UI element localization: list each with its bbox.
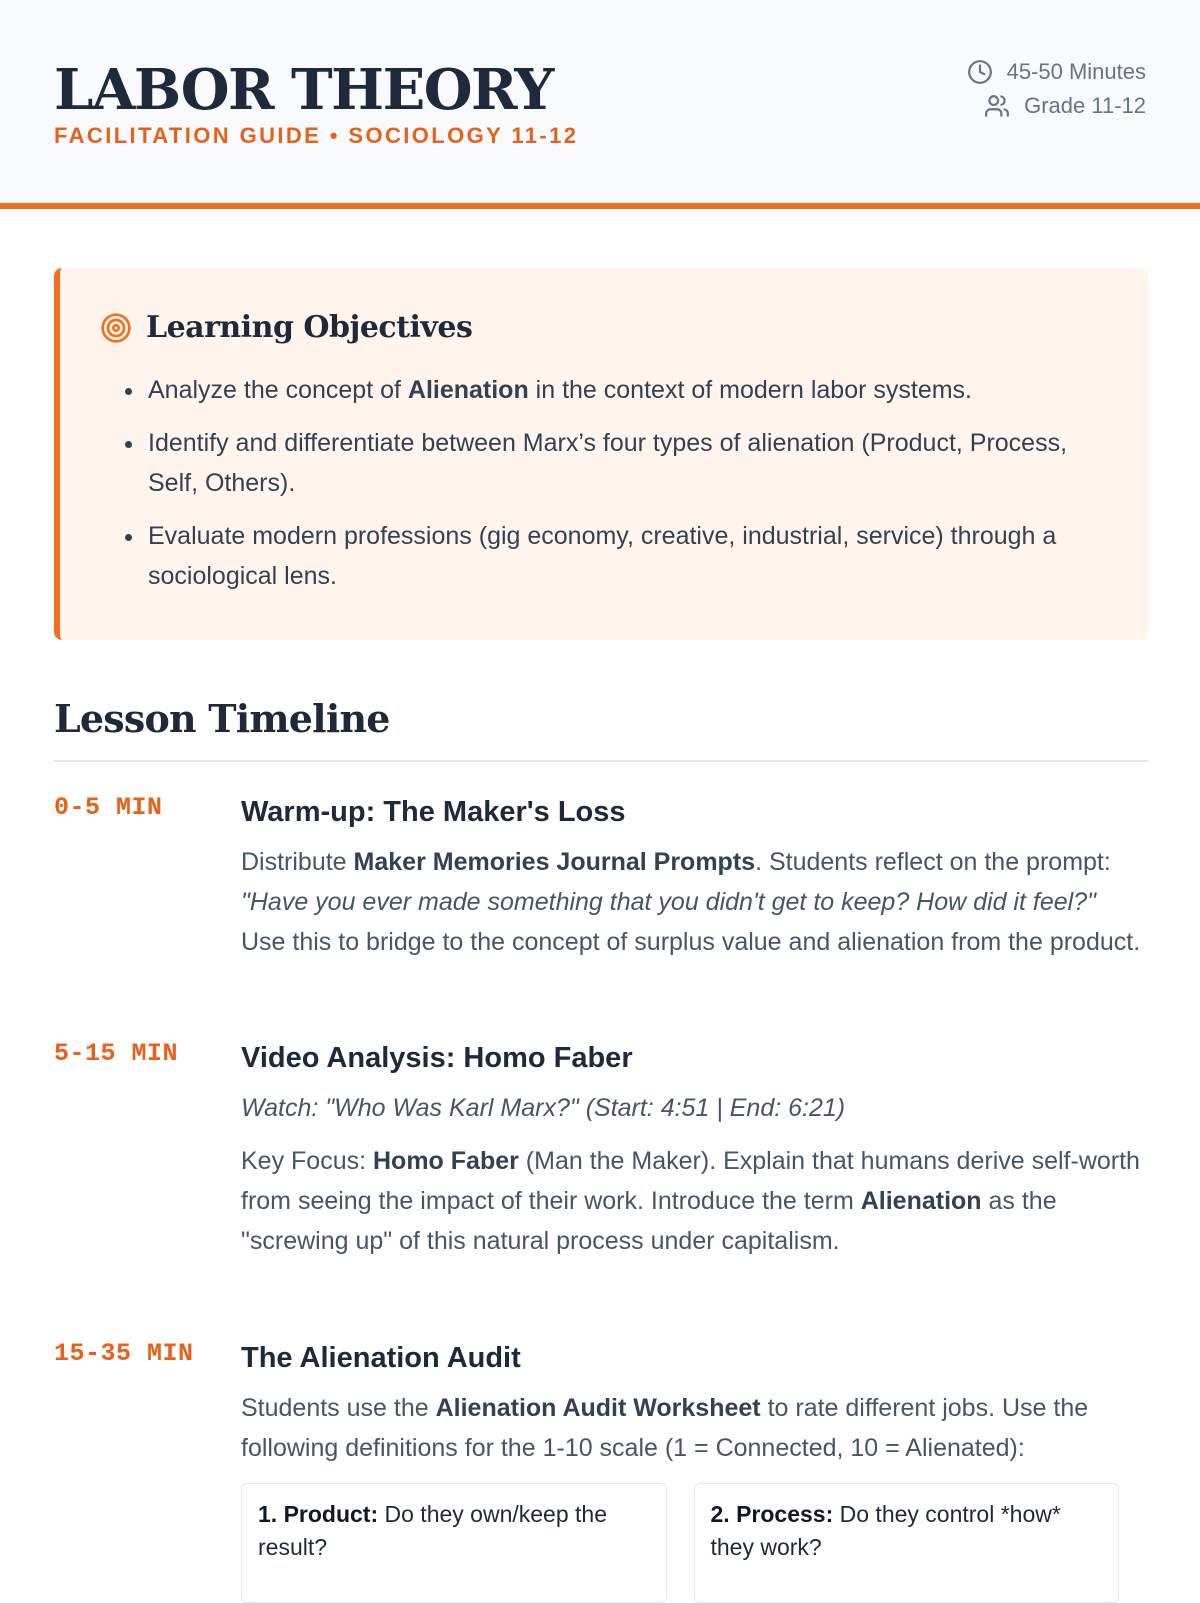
objective-item: • Analyze the concept of Alienation in the context of modern labor systems. bbox=[146, 370, 1106, 410]
grade-row bbox=[967, 89, 1146, 123]
clock-icon bbox=[967, 59, 993, 85]
lesson-meta bbox=[967, 55, 1146, 123]
duration-row bbox=[967, 55, 1146, 89]
video-watch-note: Watch: "Who Was Karl Marx?" (Start: 4:51 | End: 6:21) bbox=[241, 1094, 846, 1122]
timeline-block-3 bbox=[241, 1340, 1146, 1603]
objective-item: • Evaluate modern professions (gig economy, creative, industrial, service) through a sociological lens. bbox=[146, 516, 1106, 596]
objective-item: • Identify and differentiate between Marx’s four types of alienation (Product, Process, Self, Others). bbox=[146, 423, 1106, 503]
duration-text: 45-50 Minutes bbox=[1006, 59, 1146, 84]
timeline-block-text: Students use the Alienation Audit Worksheet to rate different jobs. Use the following definitions for the 1-10 scale (1 = Connected, 10 = Alienated): bbox=[241, 1394, 1089, 1462]
timeline-time-3: 15-35 MIN bbox=[54, 1339, 194, 1368]
objectives-title: Learning Objectives bbox=[146, 310, 473, 345]
users-icon bbox=[984, 93, 1010, 119]
timeline-block-title: Video Analysis: Homo Faber bbox=[241, 1042, 633, 1074]
timeline-time-1: 0-5 MIN bbox=[54, 793, 163, 822]
timeline-time-2: 5-15 MIN bbox=[54, 1039, 179, 1068]
learning-objectives-box bbox=[54, 268, 1148, 640]
timeline-block-1 bbox=[241, 794, 1146, 962]
page-title: LABOR THEORY bbox=[54, 57, 553, 123]
alienation-card-process: 2. Process: Do they control *how* they work? bbox=[694, 1483, 1120, 1603]
alienation-cards bbox=[241, 1483, 1146, 1603]
alienation-card-product: 1. Product: Do they own/keep the result? bbox=[241, 1483, 667, 1603]
timeline-block-title: The Alienation Audit bbox=[241, 1342, 521, 1374]
objectives-heading bbox=[100, 310, 472, 345]
grade-text: Grade 11-12 bbox=[1024, 93, 1146, 118]
objectives-list bbox=[98, 370, 1106, 609]
page-header bbox=[0, 0, 1200, 209]
target-icon bbox=[100, 312, 132, 344]
timeline-block-2 bbox=[241, 1040, 1146, 1261]
timeline-block-text: Distribute Maker Memories Journal Prompts. Students reflect on the prompt: "Have you ever made something that you didn't get to keep? How did it feel?" Use this to bridge to the concept of surplus value and alienation from the product. bbox=[241, 848, 1141, 956]
page-subtitle: FACILITATION GUIDE • SOCIOLOGY 11-12 bbox=[54, 123, 579, 148]
timeline-block-text: Key Focus: Homo Faber (Man the Maker). Explain that humans derive self-worth from seeing the impact of their work. Introduce the term Alienation as the "screwing up" of this natural process under capitalism. bbox=[241, 1147, 1140, 1255]
timeline-title: Lesson Timeline bbox=[54, 696, 390, 741]
timeline-divider bbox=[54, 760, 1148, 762]
timeline-block-title: Warm-up: The Maker's Loss bbox=[241, 796, 626, 828]
